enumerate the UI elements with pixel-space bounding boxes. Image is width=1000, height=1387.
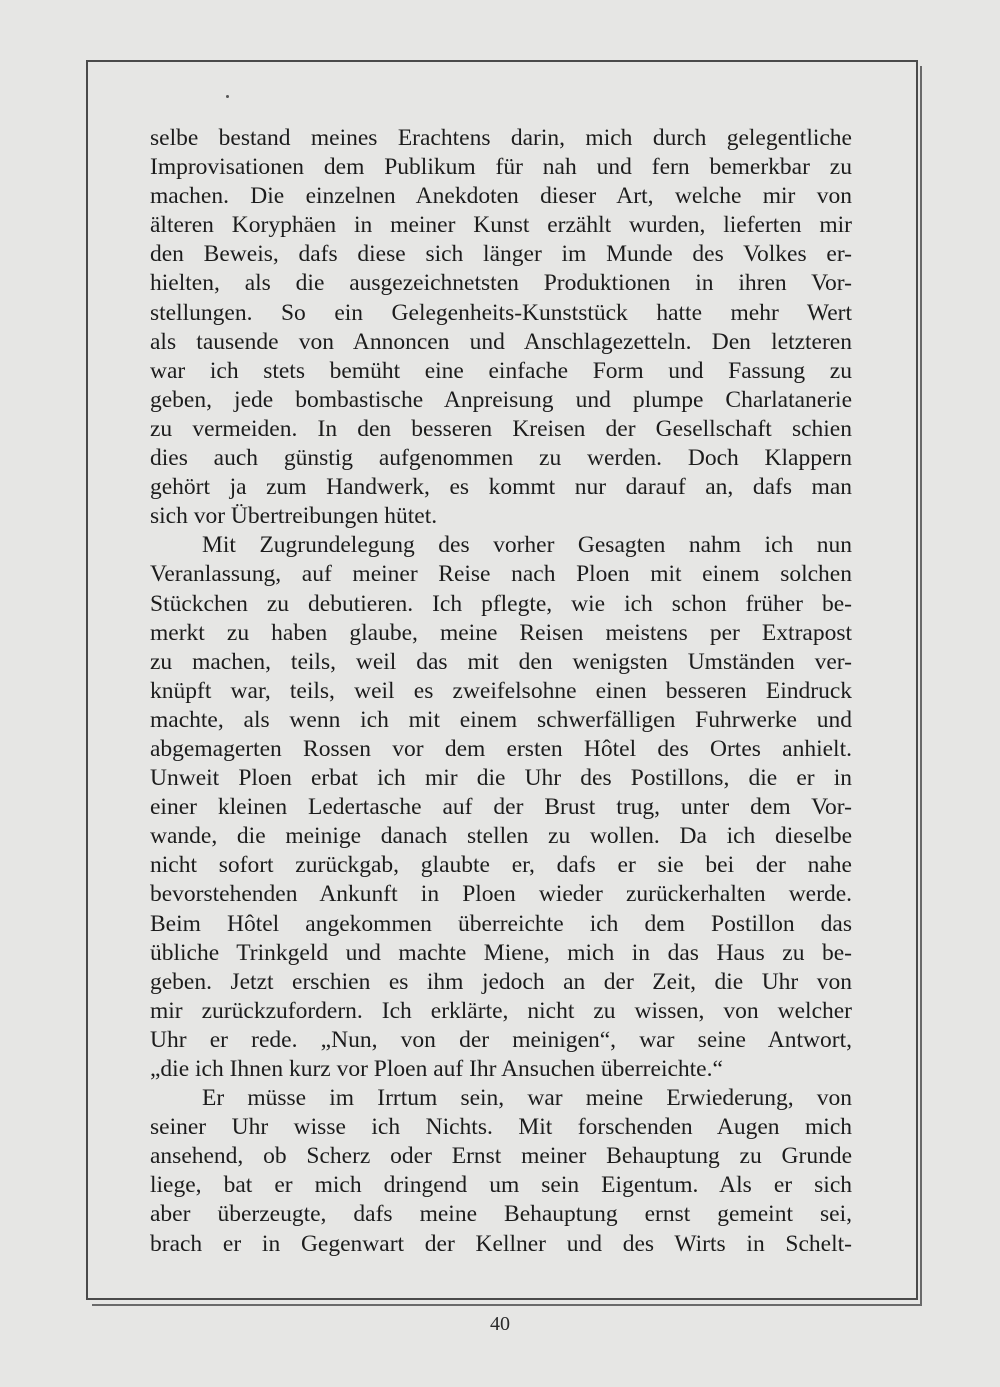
text-line: geben, jede bombastische Anpreisung und plumpe Charlatanerie	[150, 386, 852, 413]
text-line: übliche Trinkgeld und machte Miene, mich in das Haus zu be-	[150, 939, 852, 966]
text-line: hielten, als die ausgezeichnetsten Produktionen in ihren Vor-	[150, 270, 852, 297]
page-number: 40	[490, 1313, 510, 1335]
text-line: älteren Koryphäen in meiner Kunst erzählt wurden, lieferten mir	[150, 212, 852, 239]
text-line: machen. Die einzelnen Anekdoten dieser Art, welche mir von	[150, 183, 852, 210]
text-line: dies auch günstig aufgenommen zu werden. Doch Klappern	[150, 445, 852, 472]
text-line: zu vermeiden. In den besseren Kreisen der Gesellschaft schien	[150, 415, 852, 442]
text-line: selbe bestand meines Erachtens darin, mich durch gelegentliche	[150, 125, 852, 151]
text-line: einer kleinen Ledertasche auf der Brust trug, unter dem Vor-	[150, 794, 852, 821]
text-line: ansehend, ob Scherz oder Ernst meiner Behauptung zu Grunde	[150, 1143, 852, 1170]
text-line: liege, bat er mich dringend um sein Eigentum. Als er sich	[150, 1172, 852, 1199]
text-line: abgemagerten Rossen vor dem ersten Hôtel des Ortes anhielt.	[150, 735, 852, 762]
text-line: sich vor Übertreibungen hütet.	[150, 503, 438, 530]
text-line: bevorstehenden Ankunft in Ploen wieder zurückerhalten werde.	[150, 881, 852, 908]
text-line: „die ich Ihnen kurz vor Ploen auf Ihr Ansuchen überreichte.“	[150, 1056, 723, 1082]
text-line: Improvisationen dem Publikum für nah und fern bemerkbar zu	[150, 154, 852, 181]
text-line: Veranlassung, auf meiner Reise nach Ploen mit einem solchen	[150, 561, 852, 588]
text-line: aber überzeugte, dafs meine Behauptung ernst gemeint sei,	[150, 1201, 852, 1228]
text-line: Uhr er rede. „Nun, von der meinigen“, war seine Antwort,	[150, 1026, 852, 1053]
text-line: stellungen. So ein Gelegenheits-Kunststück hatte mehr Wert	[150, 299, 852, 326]
body-text	[150, 124, 852, 1259]
text-line: den Beweis, dafs diese sich länger im Munde des Volkes er-	[150, 241, 852, 268]
text-line: brach er in Gegenwart der Kellner und des Wirts in Schelt-	[150, 1230, 852, 1257]
text-line: nicht sofort zurückgab, glaubte er, dafs er sie bei der nahe	[150, 852, 852, 879]
text-line: Mit Zugrundelegung des vorher Gesagten nahm ich nun	[202, 532, 852, 559]
text-line: seiner Uhr wisse ich Nichts. Mit forschenden Augen mich	[150, 1114, 852, 1141]
text-line: knüpft war, teils, weil es zweifelsohne einen besseren Eindruck	[150, 677, 852, 704]
text-line: wande, die meinige danach stellen zu wollen. Da ich dieselbe	[150, 823, 852, 850]
text-line: als tausende von Annoncen und Anschlagezetteln. Den letzteren	[150, 328, 852, 355]
text-line: Er müsse im Irrtum sein, war meine Erwiederung, von	[202, 1085, 852, 1112]
text-line: gehört ja zum Handwerk, es kommt nur darauf an, dafs man	[150, 474, 852, 501]
text-line: zu machen, teils, weil das mit den wenigsten Umständen ver-	[150, 648, 852, 675]
text-line: Stückchen zu debutieren. Ich pflegte, wie ich schon früher be-	[150, 590, 852, 617]
text-line: machte, als wenn ich mit einem schwerfälligen Fuhrwerke und	[150, 706, 852, 733]
text-line: Beim Hôtel angekommen überreichte ich dem Postillon das	[150, 910, 852, 937]
text-line: Unweit Ploen erbat ich mir die Uhr des Postillons, die er in	[150, 765, 852, 792]
text-line: mir zurückzufordern. Ich erklärte, nicht zu wissen, von welcher	[150, 997, 852, 1024]
text-line: merkt zu haben glaube, meine Reisen meistens per Extrapost	[150, 619, 852, 646]
ink-speck	[226, 95, 229, 98]
text-line: war ich stets bemüht eine einfache Form und Fassung zu	[150, 357, 852, 384]
text-line: geben. Jetzt erschien es ihm jedoch an der Zeit, die Uhr von	[150, 968, 852, 995]
